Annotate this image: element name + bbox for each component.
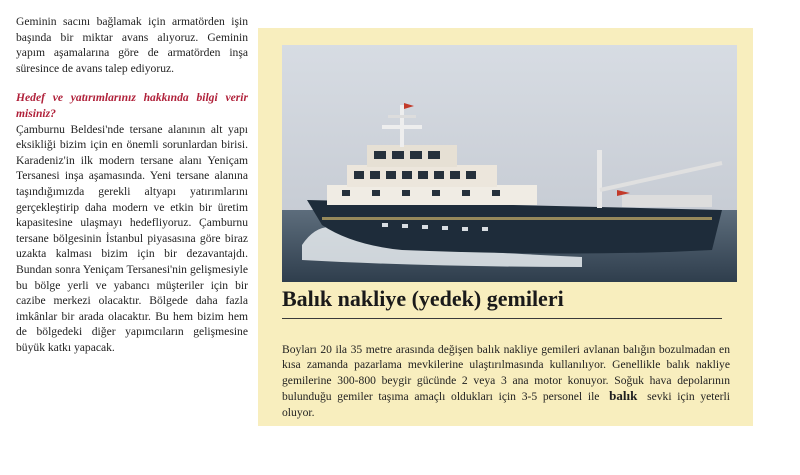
feature-body-text-end: sevki için yeterli oluyor. bbox=[282, 390, 730, 419]
intro-paragraph: Geminin sacını bağlamak için armatörden işin başında bir miktar avans alıyoruz. Geminin yapım aşamalarına göre de armatörden inşa süresince de avans talep ediyoruz. bbox=[16, 15, 248, 75]
feature-bold-word: balık bbox=[609, 388, 638, 404]
feature-title: Balık nakliye (yedek) gemileri bbox=[282, 286, 564, 311]
feature-body-text: Boyları 20 ila 35 metre arasında değişen balık nakliye gemileri avlanan balığın bozulmadan en kısa zamanda pazarlama mevkilerine ulaştırılmasında kullanılıyor. Genellikle balık nakliye gemilerine 300-800 beygir gücünde 2 veya 3 ana motor konuyor. Soğuk hava depolarının bulunduğu gemiler taşıma amaçlı oldukları için 3-5 personel ile bbox=[282, 342, 730, 404]
feature-panel bbox=[258, 28, 753, 426]
answer-paragraph: Çamburnu Beldesi'nde tersane alanının alt yapı eksikliği bizim için en önemli sorunlardan birisi. Karadeniz'in ilk modern tersane alanı Yeniçam Tersanesi inşa aşamasında. Yeni tersane alanına taşındığımızda gerekli altyapı yatırımlarını gerçekleştirip daha modern ve etkin bir üretim kapasitesine ulaşmayı hedefliyoruz. Çamburnu tersane bölgesinin İstanbul piyasasına göre biraz uzakta kalması bizim için bir dezavantajdı. Bundan sonra Yeniçam Tersanesi'nin gelişmesiyle bu bölge yerli ve yabancı müşteriler için bir cazibe merkezi olacaktır. Bölgede daha fazla imkânlar bir arada olacaktır. Bu hem bizim hem de bölgedeki diğer yapımcıların gelişmesine büyük katkı yapacak. bbox=[16, 122, 248, 354]
title-divider bbox=[282, 318, 722, 319]
ship-photo bbox=[282, 45, 737, 282]
feature-body bbox=[282, 342, 730, 421]
left-column bbox=[16, 14, 248, 355]
interview-question: Hedef ve yatırımlarınız hakkında bilgi verir misiniz? bbox=[16, 91, 248, 120]
